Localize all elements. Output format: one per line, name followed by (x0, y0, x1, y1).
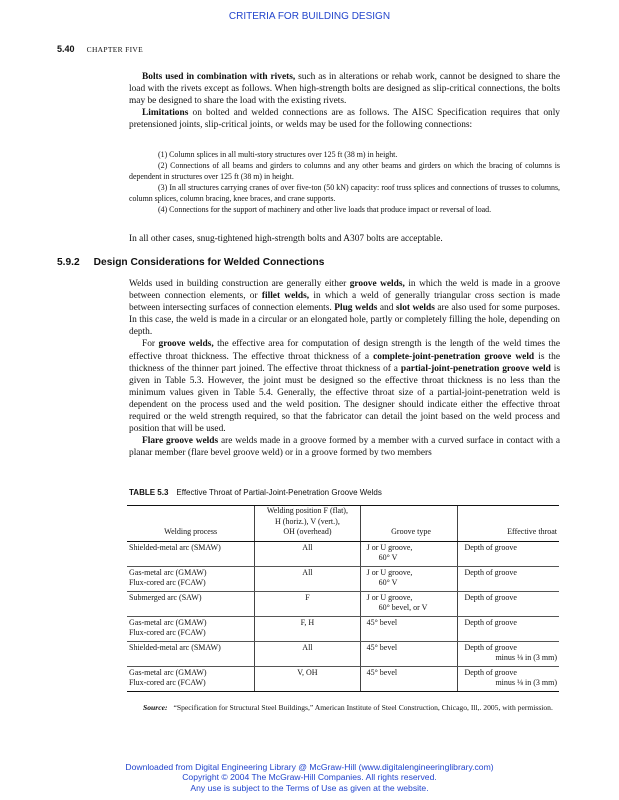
process-line: Flux-cored arc (FCAW) (129, 678, 206, 687)
list-item: (4) Connections for the support of machinery and other live loads that produce impact or reversal of load. (158, 204, 492, 214)
effective-throat-table (127, 505, 559, 692)
section-number: 5.9.2 (57, 257, 80, 268)
groove-line: 60° bevel, or V (378, 603, 428, 612)
process-line: Gas-metal arc (GMAW) (129, 667, 207, 677)
page-number: 5.40 (57, 44, 75, 54)
paragraph-weld-types (129, 278, 560, 338)
cell-groove (360, 666, 458, 691)
throat-line: Depth of groove (464, 542, 517, 552)
cell-throat (458, 541, 559, 566)
header-position (255, 506, 360, 542)
groove-line: 45° bevel (366, 667, 398, 677)
table-header-row (127, 506, 559, 542)
text-run: For (142, 339, 159, 350)
top-banner: CRITERIA FOR BUILDING DESIGN (228, 11, 391, 22)
term-cjp-groove-weld: complete-joint-penetration groove weld (373, 351, 535, 362)
process-line: Shielded-metal arc (SMAW) (129, 642, 221, 652)
text-run: is given in Table 5.3. However, the joint must be designed so the effective throat thickness is no less than the minimum values given in Table 5.4. Generally, the effective throat size of a partial-joint-penetration weld is dependent on the process used and the weld position. The designer should indicate either the effective throat required or the weld strength required, so that the fabricator can detail the joint based on the weld process and position that will be used. (129, 363, 561, 435)
groove-line: 60° V (378, 553, 398, 562)
term-slot-welds: slot welds (395, 303, 435, 314)
throat-line: Depth of groove (464, 642, 517, 652)
text-run: in which the weld is made in a groove between connection elements, or (129, 279, 561, 302)
throat-line: minus ⅛ in (3 mm) (495, 653, 557, 662)
cell-position: V, OH (255, 666, 360, 691)
text-run: the effective area for computation of design strength is the length of the weld times the effective throat thickness. The effective throat thickness of a (129, 339, 560, 362)
text-run: and (377, 303, 396, 314)
cell-position: All (255, 541, 360, 566)
cell-throat (458, 566, 559, 591)
paragraph-limitations (129, 107, 560, 131)
cell-throat (458, 616, 559, 641)
process-line: Flux-cored arc (FCAW) (129, 628, 206, 637)
source-label: Source: (143, 703, 168, 712)
list-item: (1) Column splices in all multi-story structures over 125 ft (38 m) in height. (158, 150, 398, 159)
groove-line: J or U groove, (366, 592, 413, 602)
process-line: Gas-metal arc (GMAW) (129, 617, 207, 627)
process-line: Submerged arc (SAW) (129, 592, 202, 602)
other-cases-text (129, 233, 560, 245)
cell-groove (360, 566, 458, 591)
text-run: Welds used in building construction are generally either (129, 279, 350, 289)
cell-process (127, 616, 255, 641)
text-run: are also used for some purposes. In this case, the weld is made in a circular or an elongated hole, partly or completely filling the hole, depending on depth. (129, 303, 561, 338)
cell-throat (458, 641, 559, 666)
term-limitations: Limitations (142, 108, 189, 119)
table-source-note (129, 703, 560, 714)
groove-line: 60° V (378, 578, 398, 587)
table-row (127, 666, 559, 691)
list-item: (2) Connections of all beams and girders to columns and any other beams and girders on which the bracing of columns is dependent in structures over 125 ft (38 m) in height. (129, 160, 560, 181)
header-position-line: Welding position F (flat), (266, 506, 348, 515)
term-fillet-welds: fillet welds, (261, 291, 310, 302)
cell-throat (458, 666, 559, 691)
process-line: Gas-metal arc (GMAW) (129, 567, 207, 577)
paragraph-text: such as in alterations or rehab work, cannot be designed to share the load with the rivets except as follows. When high-strength bolts are designed as slip-critical connections, the bolts may be designed to share the load with the existing rivets. (129, 72, 560, 107)
table-label: TABLE 5.3 (129, 488, 169, 497)
term-groove-welds: groove welds, (349, 279, 405, 289)
header-process: Welding process (127, 506, 255, 542)
cell-groove (360, 616, 458, 641)
term-pjp-groove-weld: partial-joint-penetration groove weld (400, 363, 551, 374)
running-head (57, 44, 557, 54)
throat-line: Depth of groove (464, 667, 517, 677)
footer-terms: Any use is subject to the Terms of Use as given at the website. (190, 782, 429, 793)
throat-line: Depth of groove (464, 592, 517, 602)
groove-line: 45° bevel (366, 617, 398, 627)
groove-line: J or U groove, (366, 567, 413, 577)
table-row (127, 566, 559, 591)
cell-process (127, 591, 255, 616)
footer-notice (0, 762, 619, 793)
cell-position: All (255, 641, 360, 666)
text-run: in which a weld of generally triangular cross section is made between intersecting surfaces of connection elements. (129, 291, 560, 314)
list-item: (3) In all structures carrying cranes of over five-ton (50 kN) capacity: roof truss splices and connections of trusses to columns, column splices, column bracing, knee braces, and crane supports. (129, 182, 560, 203)
paragraph-groove-welds (129, 338, 560, 435)
cell-process (127, 566, 255, 591)
footer-download-link[interactable]: Downloaded from Digital Engineering Library @ McGraw-Hill (www.digitalengineeringlibrary.com) (125, 762, 494, 772)
header-position-line: H (horiz.), V (vert.), (275, 516, 340, 526)
header-throat: Effective throat (458, 506, 559, 542)
cell-position: All (255, 566, 360, 591)
groove-line: J or U groove, (366, 542, 413, 552)
throat-line: Depth of groove (464, 567, 517, 577)
table-title: Effective Throat of Partial-Joint-Penetration Groove Welds (176, 488, 382, 497)
text-run: is the thickness of the thinner part joined. The effective throat thickness of a (129, 351, 560, 374)
cell-process (127, 666, 255, 691)
intro-text (129, 71, 560, 131)
footer-copyright: Copyright © 2004 The McGraw-Hill Companies. All rights reserved. (182, 772, 437, 783)
paragraph-text: on bolted and welded connections are as follows. The AISC Specification requires that only pretensioned joints, slip-critical joints, or welds may be used for the following connections: (129, 108, 560, 131)
term-plug-welds: Plug welds (334, 303, 378, 314)
paragraph-bolts-rivets (129, 71, 560, 107)
groove-line: 45° bevel (366, 642, 398, 652)
throat-line: Depth of groove (464, 617, 517, 627)
cell-process (127, 641, 255, 666)
throat-line: minus ⅛ in (3 mm) (495, 678, 557, 687)
table-row (127, 641, 559, 666)
term-bolts-rivets: Bolts used in combination with rivets, (142, 72, 296, 82)
table-row (127, 616, 559, 641)
cell-process (127, 541, 255, 566)
welds-text (129, 278, 560, 459)
cell-groove (360, 541, 458, 566)
cell-groove (360, 591, 458, 616)
cell-position: F (255, 591, 360, 616)
chapter-label: CHAPTER FIVE (86, 45, 143, 54)
cell-throat (458, 591, 559, 616)
term-flare-groove-welds: Flare groove welds (142, 436, 219, 447)
process-line: Shielded-metal arc (SMAW) (129, 542, 221, 552)
source-text: “Specification for Structural Steel Buildings,” American Institute of Steel Construction, Chicago, Ill,. 2005, with permission. (173, 703, 553, 712)
connection-list (129, 150, 560, 215)
paragraph-other-cases: In all other cases, snug-tightened high-strength bolts and A307 bolts are acceptable. (129, 234, 443, 244)
paragraph-flare-groove (129, 435, 560, 459)
text-run: are welds made in a groove formed by a member with a curved surface in contact with a planar member (flare bevel groove weld) or in a groove formed by two members (129, 436, 560, 459)
table-row (127, 591, 559, 616)
section-heading (57, 257, 324, 268)
cell-position: F, H (255, 616, 360, 641)
section-title: Design Considerations for Welded Connections (93, 257, 325, 268)
term-groove-welds: groove welds, (158, 339, 214, 350)
header-groove: Groove type (360, 506, 458, 542)
process-line: Flux-cored arc (FCAW) (129, 578, 206, 587)
header-position-line: OH (overhead) (283, 527, 332, 536)
cell-groove (360, 641, 458, 666)
table-caption (129, 488, 382, 497)
table-row (127, 541, 559, 566)
